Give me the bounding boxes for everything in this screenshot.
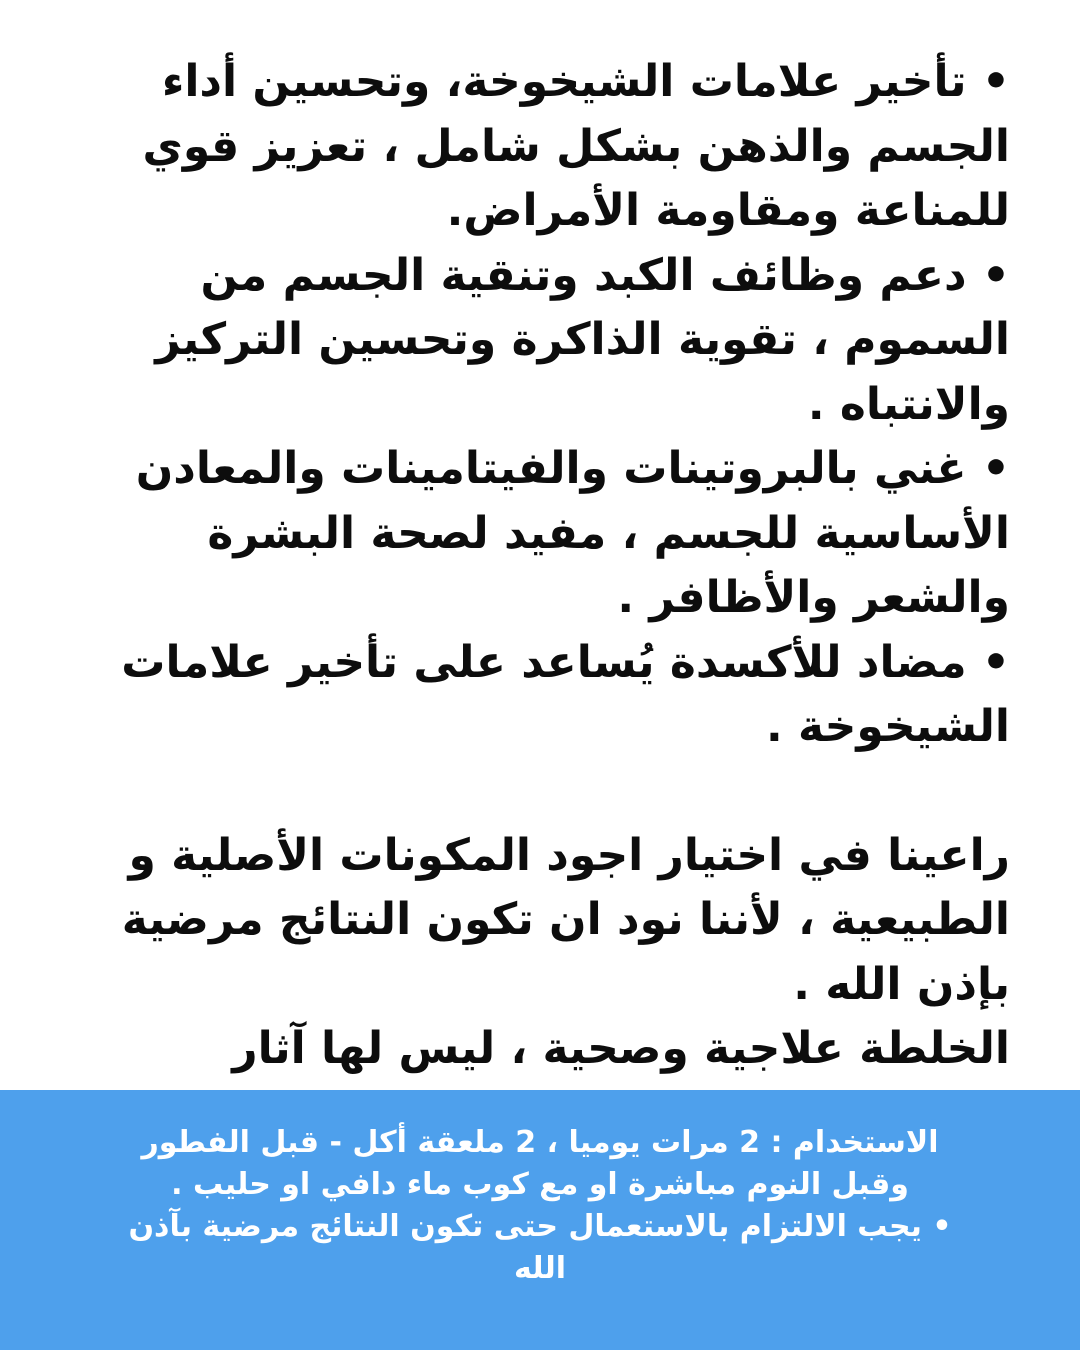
section-spacer: [90, 760, 1010, 824]
benefit-item-1: • تأخير علامات الشيخوخة، وتحسين أداء الجسم والذهن بشكل شامل ، تعزيز قوي للمناعة ومقاومة الأمراض.: [142, 56, 1010, 236]
side-effects-note: الخلطة علاجية وصحية ، ليس لها آثار: [232, 1023, 1010, 1074]
benefits-section: [90, 50, 1010, 1146]
ingredients-note: راعينا في اختيار اجود المكونات الأصلية و الطبيعية ، لأننا نود ان تكون النتائج مرضية بإذن الله .: [121, 829, 1010, 1010]
usage-commitment: • يجب الالتزام بالاستعمال حتى تكون النتائج مرضية بآذن الله: [128, 1209, 952, 1286]
usage-instructions: الاستخدام : 2 مرات يوميا ، 2 ملعقة أكل - قبل الفطور وقبل النوم مباشرة او مع كوب ماء دافي او حليب .: [141, 1125, 939, 1202]
usage-section: [100, 1122, 980, 1290]
benefit-item-4: • مضاد للأكسدة يُساعد على تأخير علامات الشيخوخة .: [121, 636, 1010, 752]
benefit-item-3: • غني بالبروتينات والفيتامينات والمعادن الأساسية للجسم ، مفيد لصحة البشرة والشعر والأظافر .: [135, 443, 1010, 623]
benefit-item-2: • دعم وظائف الكبد وتنقية الجسم من السموم ، تقوية الذاكرة وتحسين التركيز والانتباه .: [155, 249, 1010, 430]
